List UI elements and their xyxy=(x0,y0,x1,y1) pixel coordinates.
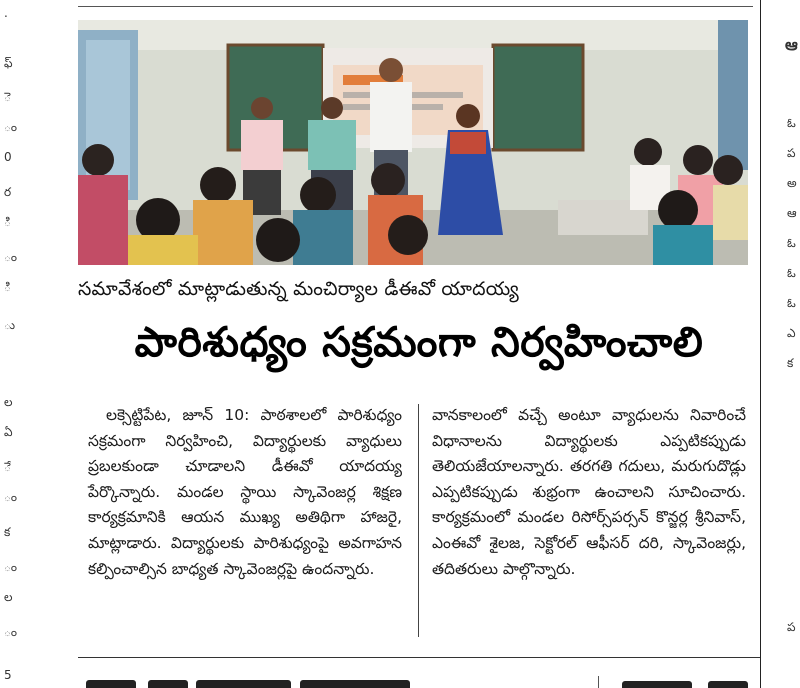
left-fragment: ి xyxy=(4,215,11,229)
next-headline-fragment xyxy=(78,678,423,688)
headline: పారిశుధ్యం సక్రమంగా నిర్వహించాలి xyxy=(134,318,704,366)
left-fragment: ల xyxy=(4,590,13,604)
bottom-divider xyxy=(598,676,599,688)
left-fragment: ె xyxy=(4,90,11,104)
adjacent-left-column xyxy=(0,0,22,688)
right-fragment: ఆ xyxy=(785,35,798,54)
right-fragment: ఓ xyxy=(787,266,796,280)
article-column-2: వానకాలంలో వచ్చే అంటూ వ్యాధులను నివారించే విధానాలను విద్యార్థులకు ఎప్పటికప్పుడు తెలియజేయాలన్నారు. తరగతి గదులు, మరుగుదొడ్లు ఎప్పటికప్పుడు శుభ్రంగా ఉంచాలని సూచించారు. కార్యక్రమంలో మండల రిసోర్స్‌పర్సన్ కొన్జర్ల శ్రీనివాస్, ఎంఈవో శైలజ, సెక్టోరల్ ఆఫీసర్ దరి, స్కావెంజర్లు, తదితరులు పాల్గొన్నారు. xyxy=(432,406,746,578)
left-fragment: ు xyxy=(4,318,16,332)
right-fragment: ప xyxy=(787,620,796,634)
left-fragment: ే xyxy=(4,460,11,474)
left-fragment: ం xyxy=(4,490,18,504)
classroom-photo-illustration xyxy=(78,20,748,265)
left-fragment: ఫ్ xyxy=(4,56,13,70)
left-fragment: ం xyxy=(4,625,18,639)
column-divider xyxy=(418,404,419,637)
left-fragment: ం xyxy=(4,120,18,134)
left-fragment: . xyxy=(4,6,8,20)
photo-caption: సమావేశంలో మాట్లాడుతున్న మంచిర్యాల డీఈవో యాదయ్య xyxy=(78,278,519,300)
article-column-1: లక్సెట్టిపేట, జూన్ 10: పాఠశాలలో పారిశుధ్యం సక్రమంగా నిర్వహించి, విద్యార్థులకు వ్యాధులు ప్రబలకుండా చూడాలని డీఈవో యాదయ్య పేర్కొన్నారు. మండల స్థాయి స్కావెంజర్ల శిక్షణ కార్యక్రమానికి ఆయన ముఖ్య అతిథిగా హాజరై, మాట్లాడారు. విద్యార్థులకు పారిశుధ్యంపై అవగాహన కల్పించాల్సిన బాధ్యత స్కావెంజర్లపై ఉందన్నారు. xyxy=(88,406,402,578)
bottom-rule xyxy=(78,657,760,658)
meeting-photo xyxy=(78,20,748,265)
top-rule xyxy=(78,6,753,7)
left-fragment: ల xyxy=(4,395,13,409)
right-fragment: ఆ xyxy=(787,206,797,220)
right-fragment: ఓ xyxy=(787,236,796,250)
adjacent-right-column xyxy=(760,0,800,688)
left-fragment: 0 xyxy=(4,150,12,164)
left-fragment: ర xyxy=(4,185,12,199)
right-fragment: అ xyxy=(787,176,797,190)
left-fragment: ి xyxy=(4,280,11,294)
left-fragment: 5 xyxy=(4,668,12,682)
next-headline-fragment-right xyxy=(600,678,760,688)
right-fragment: ఎ xyxy=(787,326,796,340)
right-fragment: క xyxy=(787,356,794,370)
left-fragment: క xyxy=(4,525,11,539)
left-fragment: ం xyxy=(4,560,18,574)
left-fragment: ం xyxy=(4,250,18,264)
right-fragment: ప xyxy=(787,146,796,160)
right-fragment: ఓ xyxy=(787,296,796,310)
left-fragment: ఏ xyxy=(4,425,13,439)
right-fragment: ఓ xyxy=(787,116,796,130)
